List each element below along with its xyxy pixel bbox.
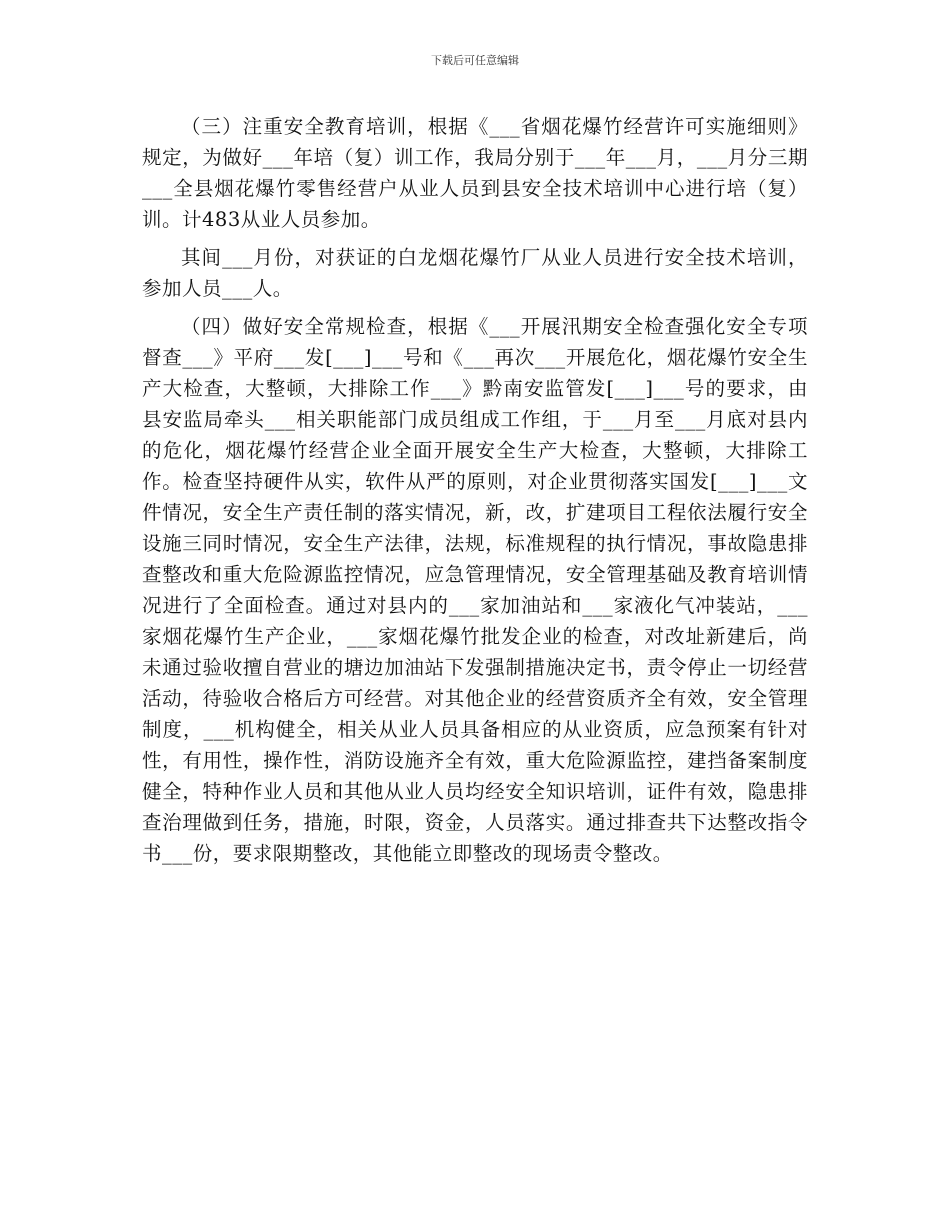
page-header: 下载后可任意编辑 — [431, 54, 519, 67]
paragraph-section-three: （三）注重安全教育培训，根据《___省烟花爆竹经营许可实施细则》规定，为做好___年培（复）训工作，我局分别于___年___月，___月分三期___全县烟花爆竹零售经营户从业人员到县安全技术培训中心进行培（复）训。计483从业人员参加。 — [142, 115, 808, 231]
document-body — [142, 111, 808, 869]
paragraph-section-four: （四）做好安全常规检查，根据《___开展汛期安全检查强化安全专项督查___》平府___发[___]___号和《___再次___开展危化，烟花爆竹安全生产大检查，大整顿，大排除工作___》黔南安监管发[___]___号的要求，由县安监局牵头___相关职能部门成员组成工作组，于___月至___月底对县内的危化，烟花爆竹经营企业全面开展安全生产大检查，大整顿，大排除工作。检查坚持硬件从实，软件从严的原则，对企业贯彻落实国发[___]___文件情况，安全生产责任制的落实情况，新，改，扩建项目工程依法履行安全设施三同时情况，安全生产法律，法规，标准规程的执行情况，事故隐患排查整改和重大危险源监控情况，应急管理情况，安全管理基础及教育培训情况进行了全面检查。通过对县内的___家加油站和___家液化气冲装站，___家烟花爆竹生产企业，___家烟花爆竹批发企业的检查，对改址新建后，尚未通过验收擅自营业的塘边加油站下发强制措施决定书，责令停止一切经营活动，待验收合格后方可经营。对其他企业的经营资质齐全有效，安全管理制度，___机构健全，相关从业人员具备相应的从业资质，应急预案有针对性，有用性，操作性，消防设施齐全有效，重大危险源监控，建挡备案制度健全，特种作业人员和其他从业人员均经安全知识培训，证件有效，隐患排查治理做到任务，措施，时限，资金，人员落实。通过排查共下达整改指令书___份，要求限期整改，其他能立即整改的现场责令整改。 — [142, 315, 808, 865]
paragraph-training-followup: 其间___月份，对获证的白龙烟花爆竹厂从业人员进行安全技术培训，参加人员___人。 — [142, 246, 808, 300]
